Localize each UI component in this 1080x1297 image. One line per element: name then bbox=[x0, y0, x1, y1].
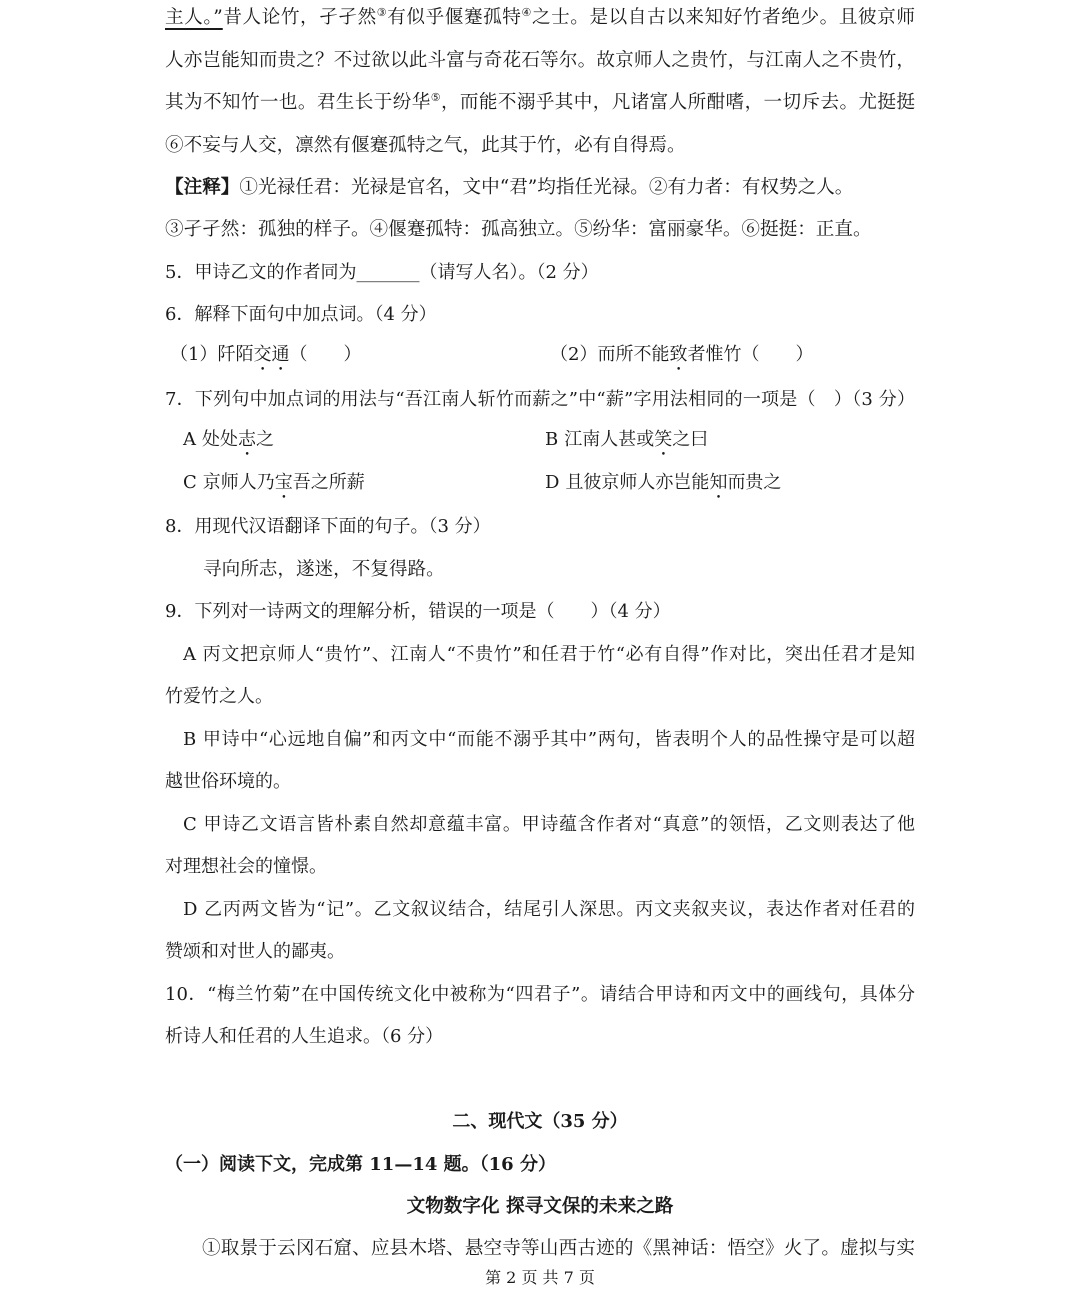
question-9-option-a-line-1 bbox=[183, 640, 915, 670]
passage-line-4: ⑥不妄与人交，凛然有偃蹇孤特之气，此其于竹，必有自得焉。 bbox=[165, 135, 686, 156]
question-6-item-1 bbox=[170, 340, 361, 370]
question-9-option-c-line-1 bbox=[183, 810, 915, 840]
question-text: 5．甲诗乙文的作者同为 bbox=[165, 262, 357, 283]
passage-text: 昔人论竹，孑孑然 bbox=[222, 7, 377, 28]
question-8-stem: 8．用现代汉语翻译下面的句子。（3 分） bbox=[165, 516, 491, 537]
article-title: 文物数字化 探寻文保的未来之路 bbox=[406, 1196, 674, 1217]
passage-text: 其为不知竹一也。君生长于纷华 bbox=[165, 92, 431, 113]
question-9-option-b-line-1 bbox=[183, 725, 915, 755]
question-5 bbox=[165, 258, 599, 288]
question-7-stem: 7．下列句中加点词的用法与“吾江南人斩竹而薪之”中“薪”字用法相同的一项是（ ）（3 分） bbox=[165, 389, 915, 410]
passage-text: 有似乎偃蹇孤特 bbox=[387, 7, 522, 28]
article-paragraph-1: ①取景于云冈石窟、应县木塔、悬空寺等山西古迹的《黑神话：悟空》火了。虚拟与实 bbox=[202, 1238, 915, 1259]
option-text: 吾之所薪 bbox=[292, 472, 365, 493]
dotted-word: 交通 bbox=[253, 344, 290, 365]
question-7-option-b bbox=[545, 425, 708, 455]
question-8-sentence: 寻向所志，遂迷，不复得路。 bbox=[203, 559, 445, 580]
option-label: C bbox=[183, 472, 197, 493]
passage-text: 之士。是以自古以来知好竹者绝少。且彼京师 bbox=[531, 7, 915, 28]
question-9-option-d-line-1 bbox=[183, 895, 915, 925]
question-6-stem: 6．解释下面句中加点词。（4 分） bbox=[165, 304, 437, 325]
page-footer: 第 2 页 共 7 页 bbox=[485, 1268, 595, 1287]
notes-label: 【注释】 bbox=[165, 177, 240, 198]
question-9-option-a-line-2: 竹爱竹之人。 bbox=[165, 686, 273, 707]
option-label: D bbox=[183, 899, 198, 920]
reading-instruction: （一）阅读下文，完成第 11—14 题。（16 分） bbox=[165, 1154, 556, 1175]
item-text: （1）阡陌 bbox=[170, 344, 254, 365]
question-9-stem: 9．下列对一诗两文的理解分析，错误的一项是（ ）（4 分） bbox=[165, 601, 671, 622]
option-text: 甲诗乙文语言皆朴素自然却意蕴丰富。甲诗蕴含作者对“真意”的领悟，乙文则表达了他 bbox=[202, 814, 915, 835]
option-text: 之曰 bbox=[672, 429, 709, 450]
underlined-phrase: 主人。” bbox=[165, 7, 223, 28]
item-text: 者惟竹（ ） bbox=[687, 344, 814, 365]
option-text: 京师人乃 bbox=[202, 472, 275, 493]
option-label: B bbox=[545, 429, 559, 450]
option-label: A bbox=[183, 644, 196, 665]
notes-line-1 bbox=[165, 173, 853, 203]
question-10-line-1: 10．“梅兰竹菊”在中国传统文化中被称为“四君子”。请结合甲诗和丙文中的画线句，具体分 bbox=[165, 984, 915, 1005]
option-label: C bbox=[183, 814, 197, 835]
question-7-option-c bbox=[183, 468, 365, 498]
section-title: 二、现代文（35 分） bbox=[452, 1111, 628, 1132]
dotted-word: 志 bbox=[238, 429, 256, 450]
footnote-ref-3: ③ bbox=[376, 6, 388, 19]
question-10-line-2: 析诗人和任君的人生追求。（6 分） bbox=[165, 1026, 444, 1047]
dotted-word: 知 bbox=[709, 472, 728, 493]
question-7-option-a bbox=[183, 425, 274, 455]
passage-text: ，而能不溺乎其中，凡诸富人所酣嗜，一切斥去。尤挺挺 bbox=[440, 92, 915, 113]
item-text: （2）而所不能 bbox=[550, 344, 670, 365]
item-text: （ ） bbox=[289, 344, 362, 365]
option-text: 甲诗中“心远地自偏”和丙文中“而能不溺乎其中”两句，皆表明个人的品性操守是可以超 bbox=[202, 729, 915, 750]
passage-line-1 bbox=[165, 3, 915, 33]
option-text: 之 bbox=[256, 429, 274, 450]
option-label: B bbox=[183, 729, 197, 750]
footnote-ref-4: ④ bbox=[521, 6, 532, 19]
passage-line-2: 人亦岂能知而贵之？不过欲以此斗富与奇花石等尔。故京师人之贵竹，与江南人之不贵竹， bbox=[165, 50, 915, 71]
option-text: 处处 bbox=[202, 429, 238, 450]
question-6-item-2 bbox=[550, 340, 813, 370]
option-text: 丙文把京师人“贵竹”、江南人“不贵竹”和任君于竹“必有自得”作对比，突出任君才是知 bbox=[202, 644, 915, 665]
option-label: D bbox=[545, 472, 560, 493]
footnote-ref-5: ⑤ bbox=[430, 91, 441, 104]
question-7-option-d bbox=[545, 468, 781, 498]
option-text: 江南人甚或 bbox=[564, 429, 655, 450]
option-text: 而贵之 bbox=[727, 472, 782, 493]
notes-line-2: ③孑孑然：孤独的样子。④偃蹇孤特：孤高独立。⑤纷华：富丽豪华。⑥挺挺：正直。 bbox=[165, 219, 872, 240]
option-text: 且彼京师人亦岂能 bbox=[565, 472, 710, 493]
notes-text: ①光禄任君：光禄是官名，文中“君”均指任光禄。②有力者：有权势之人。 bbox=[239, 177, 854, 198]
question-9-option-d-line-2: 赞颂和对世人的鄙夷。 bbox=[165, 941, 345, 962]
question-9-option-b-line-2: 越世俗环境的。 bbox=[165, 771, 291, 792]
dotted-word: 宝 bbox=[274, 472, 293, 493]
question-text: （请写人名）。（2 分） bbox=[419, 262, 599, 283]
answer-blank: _______ bbox=[356, 262, 420, 283]
option-text: 乙丙两文皆为“记”。乙文叙议结合，结尾引人深思。丙文夹叙夹议，表达作者对任君的 bbox=[203, 899, 915, 920]
dotted-word: 笑 bbox=[654, 429, 673, 450]
passage-line-3 bbox=[165, 88, 915, 118]
question-9-option-c-line-2: 对理想社会的憧憬。 bbox=[165, 856, 327, 877]
dotted-word: 致 bbox=[669, 344, 688, 365]
option-label: A bbox=[183, 429, 196, 450]
